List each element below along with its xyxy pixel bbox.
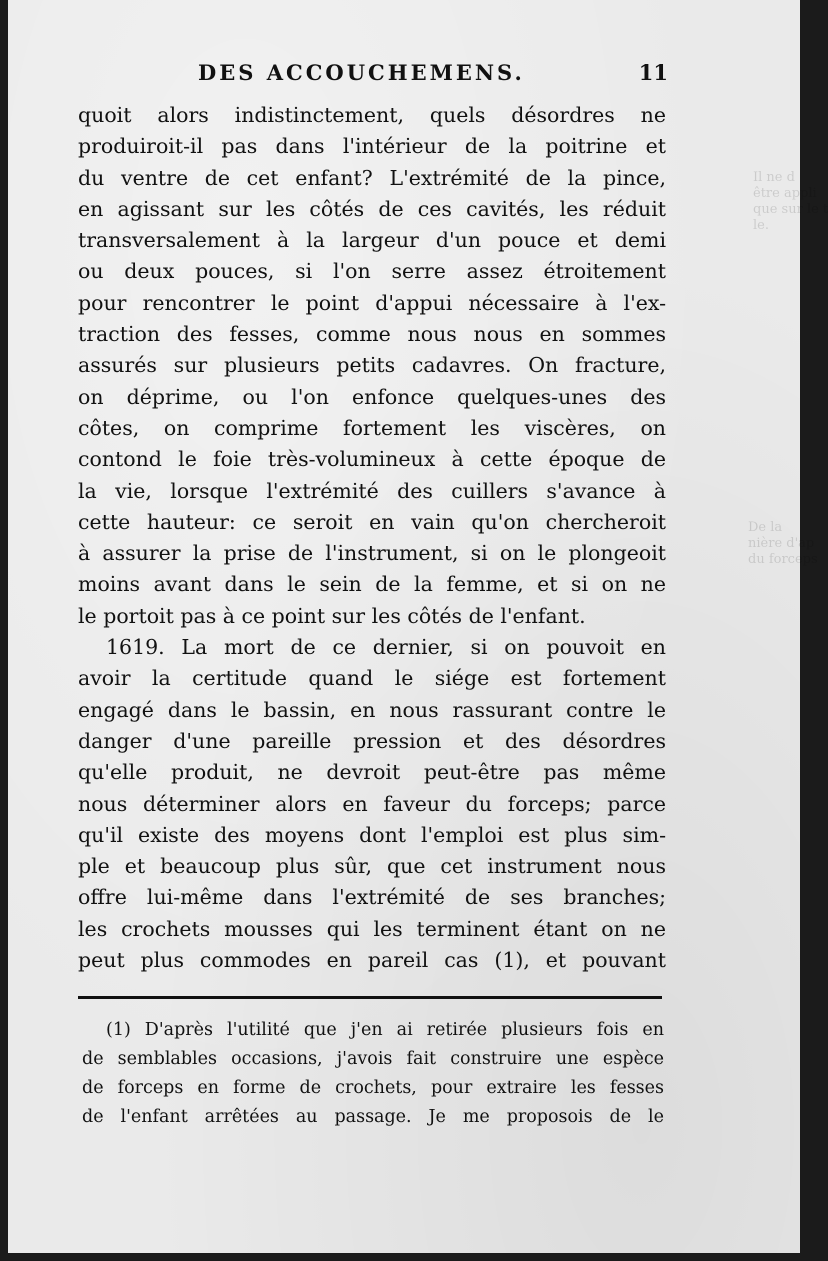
footnote-line: de l'enfant arrêtées au passage. Je me proposois de le bbox=[82, 1107, 664, 1127]
text-line: en agissant sur les côtés de ces cavités, les réduit bbox=[78, 196, 666, 221]
body-text bbox=[78, 100, 666, 976]
text-line: transversalement à la largeur d'un pouce et demi bbox=[78, 228, 666, 253]
text-line: traction des fesses, comme nous nous en sommes bbox=[78, 322, 666, 347]
text-line: assurés sur plusieurs petits cadavres. On fracture, bbox=[78, 353, 666, 378]
footnote-line: de forceps en forme de crochets, pour extraire les fesses bbox=[82, 1078, 664, 1098]
text-line: offre lui-même dans l'extrémité de ses branches; bbox=[78, 885, 666, 910]
text-line: engagé dans le bassin, en nous rassurant contre le bbox=[78, 697, 666, 722]
bleed-line: nière d'ap bbox=[748, 536, 815, 551]
footnote-line: de semblables occasions, j'avois fait construire une espèce bbox=[82, 1049, 664, 1069]
bleed-line: le. bbox=[753, 218, 769, 233]
text-line: nous déterminer alors en faveur du forceps; parce bbox=[78, 791, 666, 816]
text-line: moins avant dans le sein de la femme, et si on ne bbox=[78, 572, 666, 597]
text-line: on déprime, ou l'on enfonce quelques-unes des bbox=[78, 384, 666, 409]
text-line: du ventre de cet enfant? L'extrémité de la pince, bbox=[78, 165, 666, 190]
text-line: la vie, lorsque l'extrémité des cuillers s'avance à bbox=[78, 478, 666, 503]
text-line: qu'elle produit, ne devroit peut-être pas même bbox=[78, 760, 666, 785]
text-line: les crochets mousses qui les terminent étant on ne bbox=[78, 916, 666, 941]
text-line: ou deux pouces, si l'on serre assez étroitement bbox=[78, 259, 666, 284]
bleed-line: Il ne d bbox=[753, 170, 795, 185]
text-line: côtes, on comprime fortement les viscères, on bbox=[78, 415, 666, 440]
bleed-line: du forceps bbox=[748, 552, 818, 567]
book-page bbox=[8, 0, 828, 1253]
text-line: produiroit-il pas dans l'intérieur de la poitrine et bbox=[78, 134, 666, 159]
bleed-line: que sur le t bbox=[753, 202, 828, 217]
text-line: pour rencontrer le point d'appui nécessaire à l'ex- bbox=[78, 290, 666, 315]
bleed-line: De la bbox=[748, 520, 783, 535]
text-line: cette hauteur: ce seroit en vain qu'on chercheroit bbox=[78, 509, 666, 534]
page-number: 11 bbox=[638, 60, 668, 85]
bleed-line: être appli bbox=[753, 186, 817, 201]
text-line: contond le foie très-volumineux à cette époque de bbox=[78, 447, 666, 472]
footnotes bbox=[82, 1016, 664, 1132]
text-line: qu'il existe des moyens dont l'emploi est plus sim- bbox=[78, 822, 666, 847]
text-line: ple et beaucoup plus sûr, que cet instrument nous bbox=[78, 854, 666, 879]
text-line: à assurer la prise de l'instrument, si on le plongeoit bbox=[78, 541, 666, 566]
footnote-line: (1) D'après l'utilité que j'en ai retirée plusieurs fois en bbox=[106, 1020, 664, 1040]
text-line: le portoit pas à ce point sur les côtés de l'enfant. bbox=[78, 603, 586, 628]
paragraph-start-line: 1619. La mort de ce dernier, si on pouvoit en bbox=[106, 635, 666, 660]
running-title: DES ACCOUCHEMENS. bbox=[198, 60, 525, 85]
text-line: peut plus commodes en pareil cas (1), et pouvant bbox=[78, 948, 666, 973]
running-header bbox=[68, 60, 668, 96]
text-line: quoit alors indistinctement, quels désordres ne bbox=[78, 103, 666, 127]
text-line: danger d'une pareille pression et des désordres bbox=[78, 728, 666, 753]
margin-bleed-through-upper bbox=[753, 170, 828, 234]
text-line: avoir la certitude quand le siége est fortement bbox=[78, 666, 666, 691]
margin-bleed-through-middle bbox=[748, 520, 818, 568]
footnote-divider bbox=[78, 996, 662, 999]
